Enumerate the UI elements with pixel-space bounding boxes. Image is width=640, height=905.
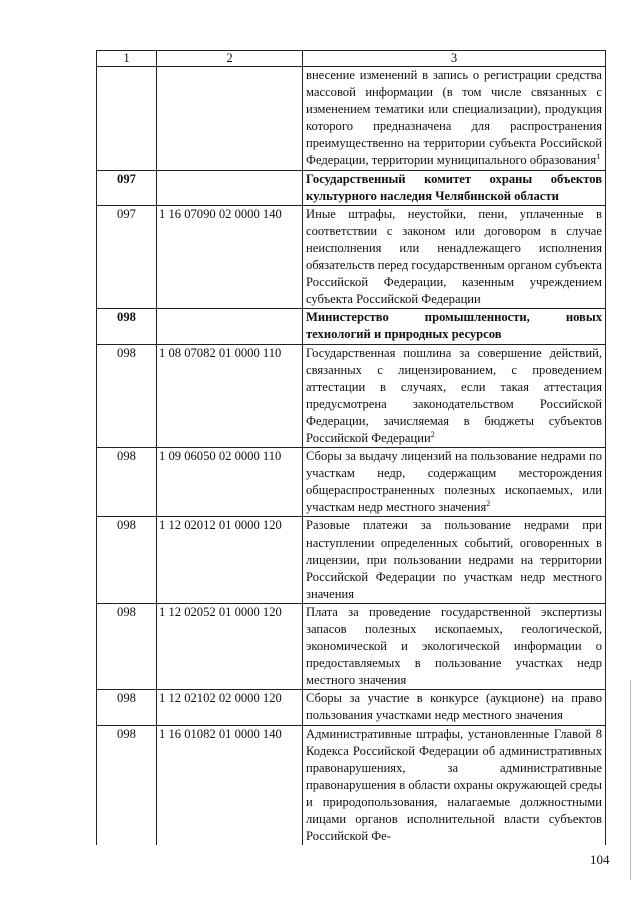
admin-code-cell: 098: [97, 517, 157, 603]
page-number: 104: [590, 852, 610, 867]
description-text: Административные штрафы, установленные Главой 8 Кодекса Российской Федерации об административных правонарушениях, за административные правонарушения в области охраны окружающей среды и природопользования, налагаемые должностными лицами органов исполнительной власти субъектов Российской Фе-: [306, 726, 602, 844]
revenue-code-cell: 1 12 02012 01 0000 120: [157, 517, 303, 603]
description-cell: [303, 205, 606, 309]
description-cell: [303, 344, 606, 448]
description-text: Сборы за участие в конкурсе (аукционе) на право пользования участками недр местного значения: [306, 691, 602, 723]
description-cell: [303, 603, 606, 689]
admin-code-cell: 098: [97, 448, 157, 517]
description-cell: [303, 517, 606, 603]
admin-code-cell: 098: [97, 725, 157, 845]
header-col-3: 3: [303, 51, 606, 67]
table-row: [97, 67, 606, 171]
table-body: [97, 51, 606, 846]
revenue-codes-table: [96, 50, 606, 845]
footnote-marker: 1: [596, 152, 601, 162]
description-cell: [303, 170, 606, 205]
admin-code-cell: 098: [97, 309, 157, 344]
description-text: внесение изменений в запись о регистрации средства массовой информации (в том числе связанных с изменением тематики или специализации), продукция которого предназначена для распространения преимущественно на территории субъекта Российской Федерации, территории муниципального образования: [306, 68, 602, 168]
revenue-code-cell: [157, 170, 303, 205]
table-row: [97, 517, 606, 603]
admin-code-cell: 098: [97, 344, 157, 448]
description-cell: [303, 309, 606, 344]
admin-code-cell: 097: [97, 170, 157, 205]
table-row: [97, 170, 606, 205]
description-cell: [303, 690, 606, 725]
description-text: Иные штрафы, неустойки, пени, уплаченные в соответствии с законом или договором в случае неисполнения или ненадлежащего исполнения обязательств перед государственным органом субъекта Российской Федерации, казенным учреждением субъекта Российской Федерации: [306, 206, 602, 307]
admin-code-cell: 098: [97, 603, 157, 689]
table-row: [97, 725, 606, 845]
footnote-marker: 2: [486, 499, 491, 509]
revenue-code-cell: 1 16 01082 01 0000 140: [157, 725, 303, 845]
revenue-code-cell: 1 12 02102 02 0000 120: [157, 690, 303, 725]
table-row: [97, 344, 606, 448]
table-row: [97, 205, 606, 309]
header-col-2: 2: [157, 51, 303, 67]
description-text: Министерство промышленности, новых технологий и природных ресурсов: [306, 310, 602, 342]
revenue-code-cell: 1 16 07090 02 0000 140: [157, 205, 303, 309]
table-row: [97, 309, 606, 344]
description-text: Государственная пошлина за совершение действий, связанных с лицензированием, с проведением аттестации в случаях, если такая аттестация предусмотрена законодательством Российской Федерации, зачисляемая в бюджеты субъектов Российской Федерации: [306, 345, 602, 445]
revenue-code-cell: [157, 67, 303, 171]
description-text: Сборы за выдачу лицензий на пользование недрами по участкам недр, содержащим месторождения общераспространенных полезных ископаемых, или участкам недр местного значения: [306, 449, 602, 515]
footnote-marker: 2: [430, 429, 435, 439]
revenue-code-cell: 1 12 02052 01 0000 120: [157, 603, 303, 689]
description-cell: [303, 725, 606, 845]
revenue-code-cell: [157, 309, 303, 344]
description-text: Плата за проведение государственной экспертизы запасов полезных ископаемых, геологической, экономической и экологической информации о предоставляемых в пользование участках недр местного значения: [306, 604, 602, 688]
admin-code-cell: 097: [97, 205, 157, 309]
admin-code-cell: [97, 67, 157, 171]
admin-code-cell: 098: [97, 690, 157, 725]
revenue-code-cell: 1 08 07082 01 0000 110: [157, 344, 303, 448]
description-text: Разовые платежи за пользование недрами при наступлении определенных событий, оговоренных в лицензии, при пользовании недрами на территории Российской Федерации по участкам недр местного значения: [306, 518, 602, 601]
scan-edge-mark: [630, 680, 631, 880]
description-text: Государственный комитет охраны объектов культурного наследия Челябинской области: [306, 171, 602, 203]
table-row: [97, 690, 606, 725]
description-cell: [303, 67, 606, 171]
header-col-1: 1: [97, 51, 157, 67]
revenue-code-cell: 1 09 06050 02 0000 110: [157, 448, 303, 517]
table-row: [97, 448, 606, 517]
table-row: [97, 603, 606, 689]
table-header-row: [97, 51, 606, 67]
description-cell: [303, 448, 606, 517]
